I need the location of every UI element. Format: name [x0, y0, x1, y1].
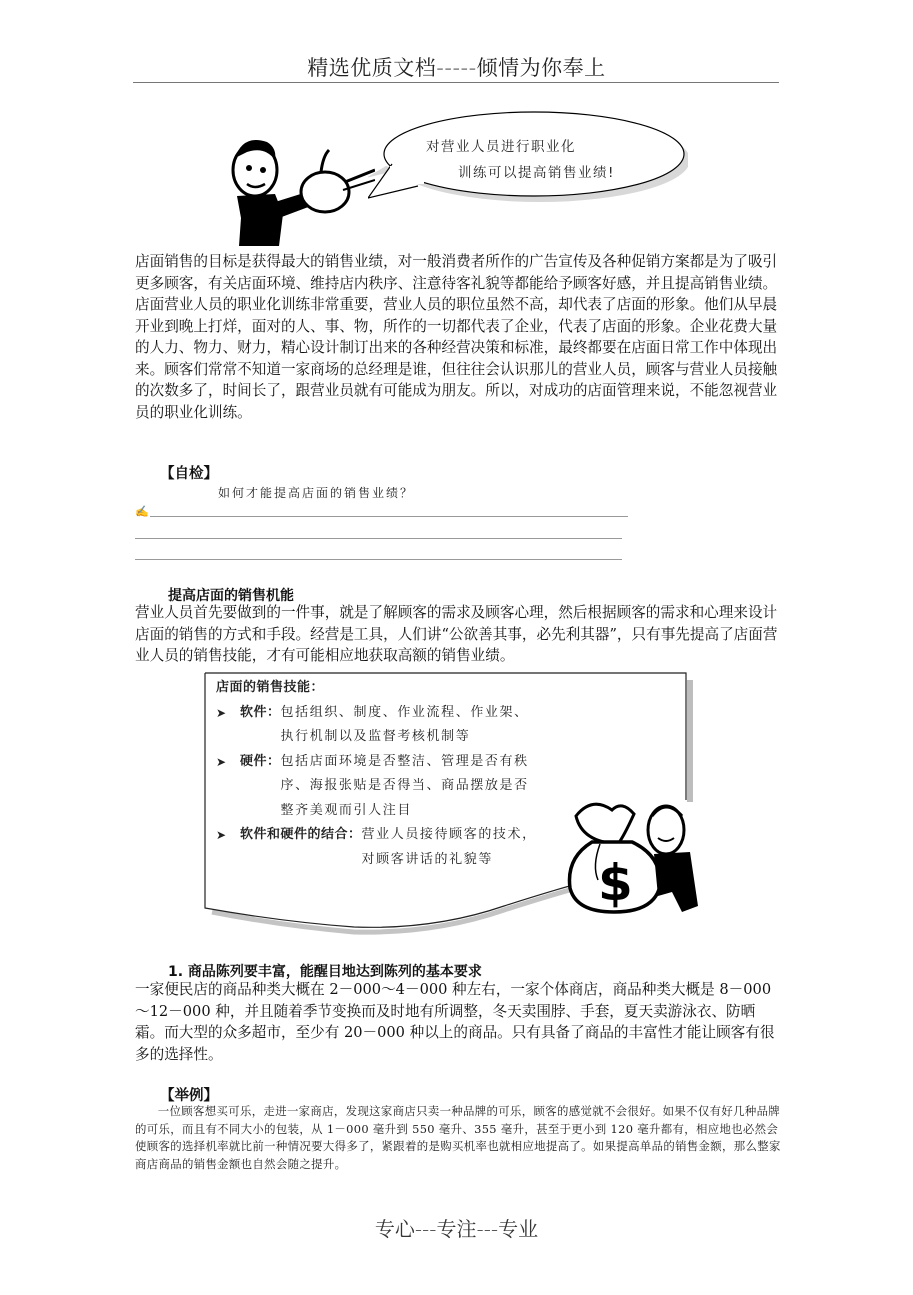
skill-line: 整齐美观而引人注目	[280, 802, 412, 818]
page-footer: 专心---专注---专业	[374, 1217, 539, 1241]
skill-desc-software	[281, 701, 529, 750]
skill-item-software	[216, 701, 686, 750]
pen-icon: ✍	[135, 505, 149, 518]
example-paragraph	[135, 1103, 783, 1173]
bubble-line-1: 对营业人员进行职业化	[426, 139, 576, 155]
skill-line: 包括店面环境是否整洁、管理是否有秩	[280, 753, 529, 769]
speech-bubble	[368, 108, 688, 204]
example-paragraph-text: 一位顾客想买可乐，走进一家商店，发现这家商店只卖一种品牌的可乐，顾客的感觉就不会很好。如果不仅有好几种品牌的可乐，而且有不同大小的包装，从 1－000 毫升到 550 毫升、355 毫升，甚至于更小到 120 毫升都有，相应地也必然会使顾客的选择机率就比前一种情况要大得多了，紧跟着的是购买机率也就相应地提高了。如果提高单品的销售金额，那么整家商店商品的销售金额也自然会随之提升。	[135, 1104, 781, 1171]
bubble-line-2: 训练可以提高销售业绩!	[458, 165, 615, 181]
skill-line: 序、海报张贴是否得当、商品摆放是否	[280, 778, 529, 793]
skill-line: 包括组织、制度、作业流程、作业架、	[280, 704, 529, 720]
display-paragraph-text: 一家便民店的商品种类大概在 2－000～4－000 种左右，一家个体商店，商品种类大概是 8－000～12－000 种，并且随着季节变换而及时地有所调整，冬天卖围脖、手套，夏天卖游泳衣、防晒霜。而大型的众多超市，至少有 20－000 种以上的商品。只有具备了商品的丰富性才能让顾客有很多的选择性。	[135, 981, 775, 1063]
answer-line-3[interactable]	[135, 559, 622, 560]
self-check-question: 如何才能提高店面的销售业绩？	[218, 486, 415, 500]
display-paragraph	[135, 979, 783, 1065]
section-heading-display: 1. 商品陈列要丰富，能醒目地达到陈列的基本要求	[168, 964, 482, 980]
speech-bubble-shape	[368, 108, 688, 204]
answer-line-1[interactable]	[150, 516, 628, 517]
page-header-title: 精选优质文档-----倾情为你奉上	[307, 56, 606, 80]
skill-box-title: 店面的销售技能：	[216, 680, 325, 695]
skill-line: 营业人员接待顾客的技术，	[361, 827, 537, 842]
pointing-man-illustration	[225, 128, 375, 248]
section-heading-skills: 提高店面的销售机能	[168, 588, 294, 604]
skill-desc-hardware	[281, 750, 529, 824]
skill-key-hardware: 硬件：	[240, 753, 281, 769]
intro-paragraph-2: 店面营业人员的职业化训练非常重要，营业人员的职位虽然不高，却代表了店面的形象。他们从早晨开业到晚上打烊，面对的人、事、物，所作的一切都代表了企业，代表了店面的形象。企业花费大量的人力、物力、财力，精心设计制订出来的各种经营决策和标准，最终都要在店面日常工作中体现出来。顾客们常常不知道一家商场的总经理是谁，但往往会认识那儿的营业人员，顾客与营业人员接触的次数多了，时间长了，跟营业员就有可能成为朋友。所以，对成功的店面管理来说，不能忽视营业员的职业化训练。	[135, 296, 778, 421]
bullet-arrow-icon: ➤	[216, 754, 228, 769]
skill-key-software: 软件：	[240, 704, 281, 720]
sales-skills-box	[204, 672, 686, 932]
svg-text:$: $	[598, 854, 633, 912]
intro-text	[135, 251, 783, 423]
skill-desc-combined	[362, 823, 537, 872]
bullet-arrow-icon: ➤	[216, 828, 228, 842]
money-bag-man-icon	[562, 796, 702, 916]
example-heading: 【举例】	[160, 1088, 218, 1104]
bullet-arrow-icon: ➤	[216, 705, 228, 720]
skills-paragraph	[135, 602, 783, 667]
self-check-heading: 【自检】	[160, 466, 218, 482]
answer-line-2[interactable]	[135, 538, 622, 539]
pointing-man-icon	[225, 128, 375, 248]
intro-paragraph-1: 店面销售的目标是获得最大的销售业绩，对一般消费者所作的广告宣传及各种促销方案都是为了吸引更多顾客，有关店面环境、维持店内秩序、注意待客礼貌等都能给予顾客好感，并且提高销售业绩。	[135, 253, 778, 292]
header-divider	[133, 82, 779, 83]
skill-key-combined: 软件和硬件的结合：	[240, 827, 362, 842]
skill-line: 执行机制以及监督考核机制等	[280, 729, 471, 744]
skills-paragraph-text: 营业人员首先要做到的一件事，就是了解顾客的需求及顾客心理，然后根据顾客的需求和心理来设计店面的销售的方式和手段。经营是工具，人们讲“公欲善其事，必先利其器”，只有事先提高了店面营业人员的销售技能，才有可能相应地获取高额的销售业绩。	[135, 604, 778, 664]
skill-line: 对顾客讲话的礼貌等	[361, 851, 493, 867]
money-bag-illustration	[562, 796, 702, 916]
